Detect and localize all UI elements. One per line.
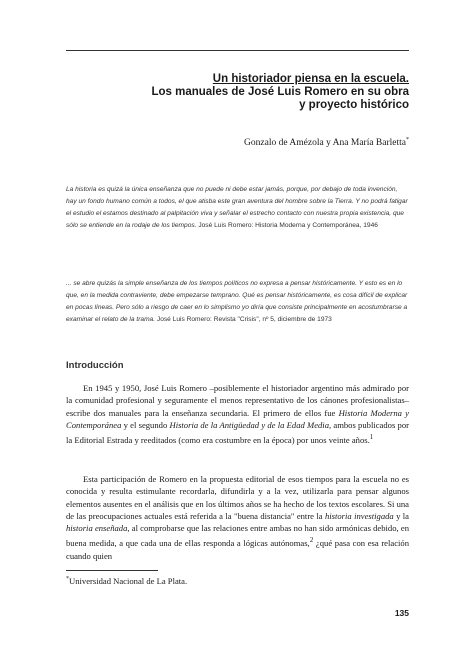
title-line-2: Los manuales de José Luis Romero en su obra (151, 86, 409, 98)
p2-footnote-ref: 2 (309, 536, 314, 545)
page-number: 135 (394, 608, 409, 618)
p2-term-1: historia investigada (324, 510, 394, 521)
footnote-text: Universidad Nacional de La Plata. (69, 576, 188, 586)
p1-book-title-2: Historia de la Antigüedad y de la Edad Media (169, 419, 329, 430)
footnote-mark: * (66, 576, 69, 583)
authors-footnote-mark: * (406, 137, 409, 143)
title-line-3: y proyecto histórico (299, 99, 409, 111)
epigraph-2-quote: ... se abre quizás la simple enseñanza de los tiempos políticos no expresa a pensar históricamente. Y esto es en lo que, en la medida contraviente, debe empezarse temprano. Qué es pensar históricamente, es cosa difícil de explicar en pocas líneas. Pero sólo a riesgo de caer en lo simplismo yo diría que consiste principalmente en acostumbrarse a examinar el relato de la trama. (66, 280, 408, 323)
p2-text-a: Esta participación de Romero en la propuesta editorial de esos tiempos para la escuela no es conocida y resulta estimulante recordarla, difundirla y a la vez, utilizarla para pensar algunos elementos ausentes en el análisis que en los últimos años se ha hecho de los textos escolares. Si una de las preocupaciones actuales está referida a la "buena distancia" entre la (66, 474, 409, 521)
epigraph-2-source: José Luis Romero: Revista "Crisis", nº 5, diciembre de 1973 (156, 316, 332, 323)
p1-text-c: , ambos publicados por la Editorial Estrada y reeditados (como era costumbre en la época) por unos veinte años. (66, 419, 409, 446)
article-title (66, 73, 409, 112)
paragraph-1 (66, 382, 409, 446)
p1-footnote-ref: 1 (369, 433, 374, 442)
footnote-rule (66, 570, 158, 571)
p2-text-b: y la (393, 510, 409, 521)
footnote (66, 576, 187, 586)
authors-line (66, 134, 409, 149)
epigraph-1 (66, 184, 409, 232)
p1-text-a: En 1945 y 1950, José Luis Romero –posiblemente el historiador argentino más admirado por la comunidad profesional y seguramente el menos representativo de los cánones profesionalistas– escribe dos manuales para la enseñanza secundaria. El primero de ellos fue (66, 383, 409, 418)
paragraph-2 (66, 473, 409, 562)
epigraph-1-source: José Luis Romero: Historia Moderna y Contemporánea, 1946 (198, 222, 378, 229)
title-line-1: Un historiador piensa en la escuela. (212, 73, 409, 85)
p1-book-title-1: Historia Moderna y Contemporánea (66, 407, 409, 430)
p2-term-2: historia enseñada (66, 523, 128, 534)
p2-text-d: ¿qué pasa con esa relación cuando quien (66, 538, 409, 561)
section-heading: Introducción (66, 360, 124, 371)
authors: Gonzalo de Amézola y Ana María Barletta (244, 138, 406, 149)
epigraph-1-quote: La historia es quizá la única enseñanza que no puede ni debe estar jamás, porque, por debajo de toda invención, hay un fondo humano común a todos, el que atisba este gran aventura del hombre sobre la Tierra. Y no podrá fatigar el estudio el estamos destinado al palpitación viva y señalar el estrecho contacto con nuestra propia existencia, que sólo se entiende en la rodaje de los tiempos. (66, 186, 408, 229)
p2-text-c: , al comprobarse que las relaciones entre ambas no han sido armónicas debido, en buena medida, a que cada una de ellas responda a lógicas autónomas, (66, 523, 409, 549)
p1-text-b: y el segundo (121, 419, 170, 430)
epigraph-2 (66, 278, 409, 326)
header-rule (66, 50, 409, 51)
